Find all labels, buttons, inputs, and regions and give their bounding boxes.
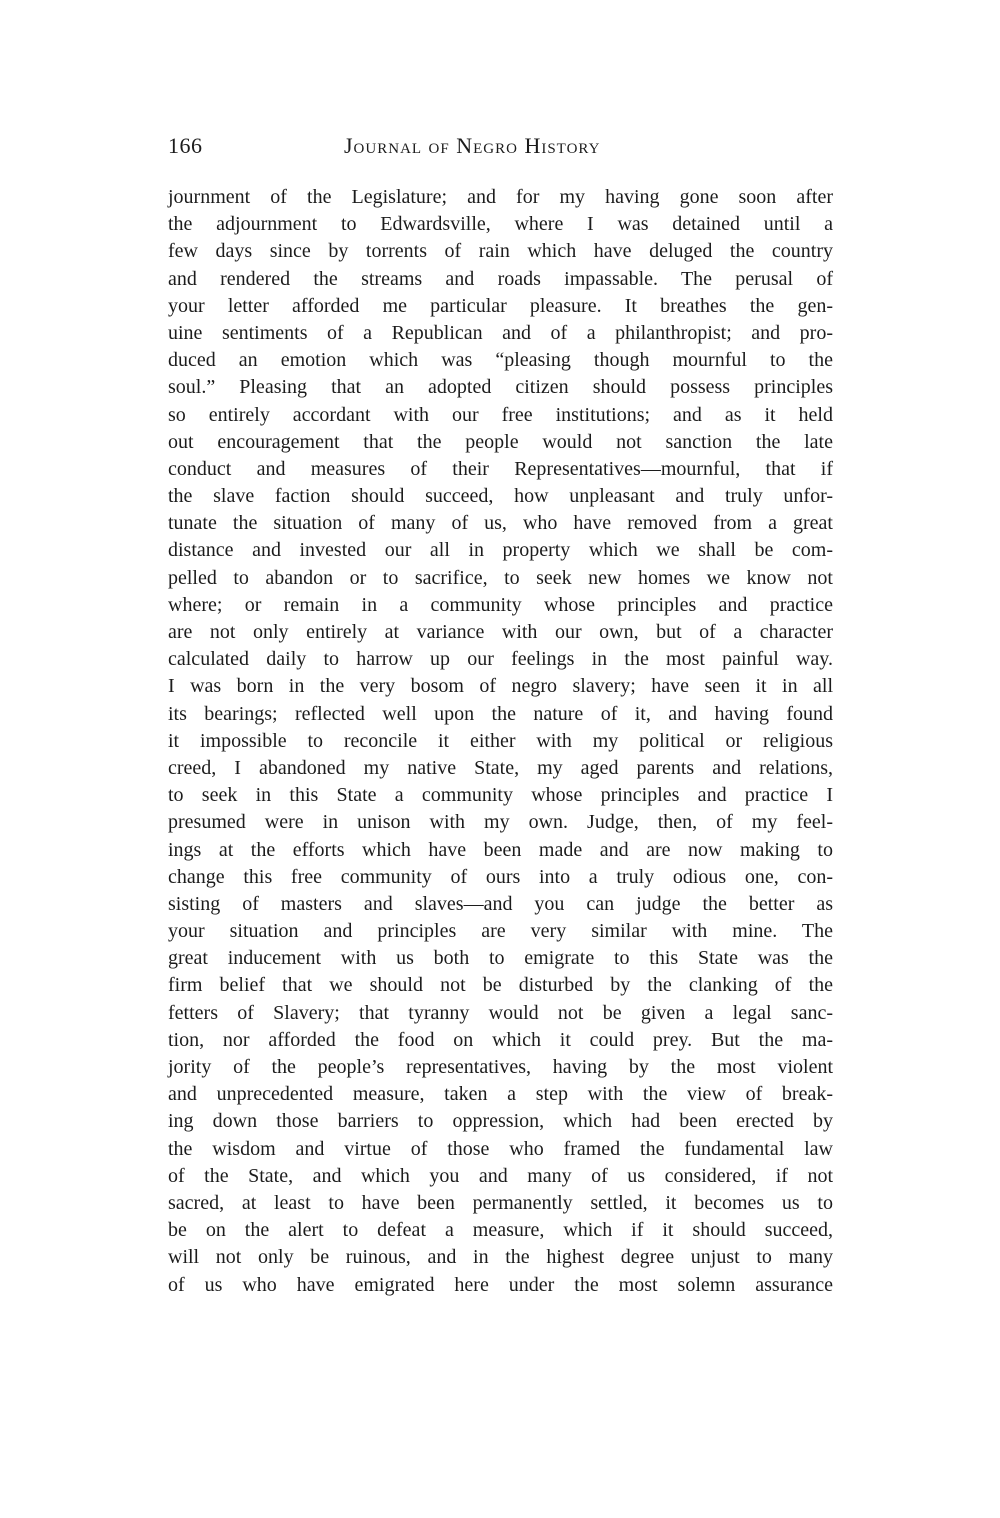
- text-line: change this free community of ours into a truly odious one, con-: [168, 865, 833, 888]
- text-line: creed, I abandoned my native State, my aged parents and relations,: [168, 756, 833, 779]
- text-line: conduct and measures of their Representatives—mournful, that if: [168, 457, 833, 480]
- text-line: your situation and principles are very similar with mine. The: [168, 920, 833, 943]
- running-head: [168, 133, 833, 165]
- text-line: it impossible to reconcile it either with my political or religious: [168, 729, 833, 752]
- text-line: journment of the Legislature; and for my having gone soon after: [168, 186, 833, 208]
- journal-title: Journal of Negro History: [344, 133, 601, 158]
- text-line: ing down those barriers to oppression, which had been erected by: [168, 1110, 833, 1133]
- text-line: of the State, and which you and many of us considered, if not: [168, 1164, 833, 1187]
- text-line: distance and invested our all in property which we shall be com-: [168, 539, 833, 562]
- text-line: out encouragement that the people would not sanction the late: [168, 430, 833, 453]
- text-line: presumed were in unison with my own. Judge, then, of my feel-: [168, 811, 833, 834]
- text-line: fetters of Slavery; that tyranny would not be given a legal sanc-: [168, 1001, 833, 1024]
- text-line: few days since by torrents of rain which have deluged the country: [168, 240, 833, 263]
- text-line: are not only entirely at variance with our own, but of a character: [168, 621, 833, 643]
- text-line: pelled to abandon or to sacrifice, to seek new homes we know not: [168, 566, 833, 589]
- text-line: the slave faction should succeed, how unpleasant and truly unfor-: [168, 485, 833, 508]
- text-line: so entirely accordant with our free institutions; and as it held: [168, 403, 833, 426]
- text-line: the adjournment to Edwardsville, where I was detained until a: [168, 213, 833, 236]
- text-line: your letter afforded me particular pleasure. It breathes the gen-: [168, 294, 833, 317]
- text-line: to seek in this State a community whose principles and practice I: [168, 784, 833, 807]
- text-line: its bearings; reflected well upon the nature of it, and having found: [168, 702, 833, 725]
- text-line: sisting of masters and slaves—and you can judge the better as: [168, 892, 833, 915]
- text-line: be on the alert to defeat a measure, which if it should succeed,: [168, 1219, 833, 1242]
- text-line: and rendered the streams and roads impassable. The perusal of: [168, 267, 833, 290]
- body-text: [168, 184, 833, 1299]
- text-line: great inducement with us both to emigrate to this State was the: [168, 947, 833, 970]
- text-line: tion, nor afforded the food on which it could prey. But the ma-: [168, 1028, 833, 1051]
- text-line: where; or remain in a community whose principles and practice: [168, 593, 833, 616]
- text-line: firm belief that we should not be disturbed by the clanking of the: [168, 974, 833, 997]
- text-line: ings at the efforts which have been made and are now making to: [168, 838, 833, 861]
- text-line: duced an emotion which was “pleasing though mournful to the: [168, 349, 833, 372]
- text-line: I was born in the very bosom of negro slavery; have seen it in all: [168, 675, 833, 698]
- text-line: soul.” Pleasing that an adopted citizen should possess principles: [168, 376, 833, 399]
- text-line: tunate the situation of many of us, who have removed from a great: [168, 512, 833, 535]
- text-line: calculated daily to harrow up our feelings in the most painful way.: [168, 648, 833, 671]
- text-line: and unprecedented measure, taken a step with the view of break-: [168, 1083, 833, 1106]
- text-line: will not only be ruinous, and in the highest degree unjust to many: [168, 1246, 833, 1269]
- text-line: uine sentiments of a Republican and of a philanthropist; and pro-: [168, 321, 833, 344]
- text-line: jority of the people’s representatives, having by the most violent: [168, 1056, 833, 1078]
- text-line: of us who have emigrated here under the most solemn assurance: [168, 1273, 833, 1296]
- page-number: 166: [168, 133, 203, 158]
- text-line: sacred, at least to have been permanently settled, it becomes us to: [168, 1191, 833, 1214]
- text-line: the wisdom and virtue of those who framed the fundamental law: [168, 1137, 833, 1160]
